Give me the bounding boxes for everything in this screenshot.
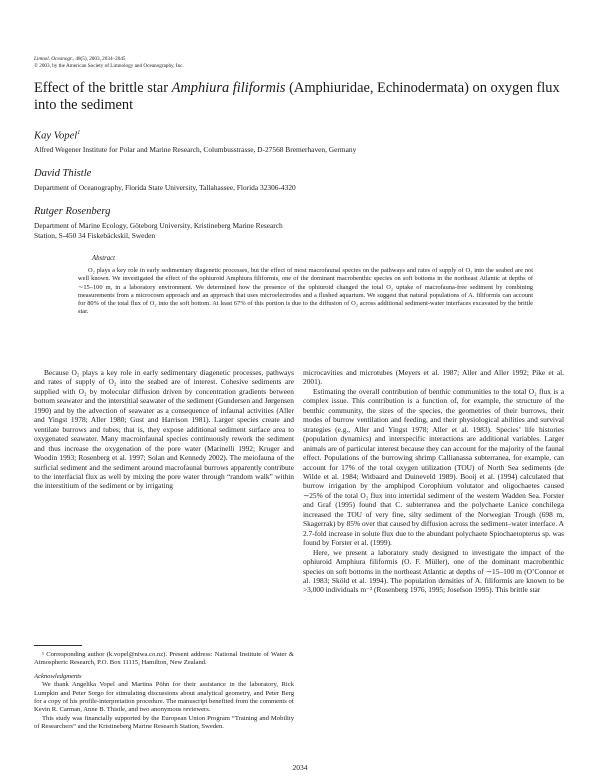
footnote-rule <box>34 645 82 646</box>
title-species: Amphiura filiformis <box>171 80 286 96</box>
copyright-line: © 2003, by the American Society of Limnology and Oceanography, Inc. <box>34 63 184 69</box>
acknowledgments-paragraph: We thank Angelika Vopel and Martina Pöhn for their assistance in the laboratory, Rick Lumpkin and Peter Sorgo for stimulating discussions about analytical geometry, and Peter Berg for a copy of his profile-interpretation procedure. The manuscript benefited from the comments of Kevin R. Carman, Anne B. Thistle, and two anonymous reviewers. <box>34 681 294 714</box>
paper-title <box>34 80 574 114</box>
author-name: Rutger Rosenberg <box>34 206 111 217</box>
body-paragraph: microcavities and microtubes (Meyers et al. 1987; Aller and Aller 1992; Pike et al. 2001). <box>303 368 564 387</box>
author-name: Kay Vopel$^1$ <box>34 130 81 142</box>
journal-citation: , 48(5), 2003, 2034–2045 <box>72 56 126 62</box>
title-part2: (Amphiuridae, Echinodermata) on oxygen flux into the sediment <box>34 80 560 113</box>
corresponding-author-footnote: ¹ Corresponding author (k.vopel@niwa.co.nz). Present address: National Institute of Water & Atmospheric Research, P.O. Box 11115, Hamilton, New Zealand. <box>34 651 294 667</box>
acknowledgments-heading: Acknowledgments <box>34 672 82 680</box>
journal-name: Limnol. Oceanogr. <box>34 56 73 62</box>
footnote-block <box>34 651 294 732</box>
page-number: 2034 <box>292 763 308 772</box>
body-paragraph: Here, we present a laboratory study designed to investigate the impact of the ophiuroid Amphiura filiformis (O. F. Müller), one of the dominant macrobenthic species on soft bottoms in the northeast Atlantic at depths of ∼15–100 m (O’Connor et al. 1983; Sköld et al. 1994). The population densities of A. filiformis are known to be >3,000 individuals m⁻² (Rosenberg 1976, 1995; Josefson 1995). This brittle star <box>303 547 564 595</box>
author-affiliation: Department of Oceanography, Florida State University, Tallahassee, Florida 32306-4320 <box>34 183 296 192</box>
body-paragraph: Because O₂ plays a key role in early sedimentary diagenetic processes, pathways and rates of supply of O₂ into the seabed are of interest. Cohesive sediments are supplied with O₂ by molecular diffusion driven by concentration gradients between bottom seawater and the interstitial seawater of the sediment (Gundersen and Jørgensen 1990) and by the advection of seawater as a consequence of infaunal activities (Aller and Yingst 1978; Aller 1980; Gust and Harrison 1981). Larger species create and ventilate burrows and tubes; that is, they expose additional sediment surface area to oxygenated seawater. Many macroinfaunal species continuously rework the sediment and thus increase the oxygenation of the pore water (Marinelli 1992; Kruger and Woodin 1993; Rosenberg et al. 1997; Solan and Kennedy 2002). The meiofauna of the surficial sediment and the sediment around macrofaunal burrows apparently contribute to the interfacial flux as well by mixing the pore water through “random walk” within the interstitium of the sediment or by irrigating <box>34 368 294 491</box>
title-part1: Effect of the brittle star <box>34 80 172 96</box>
body-column-left <box>34 368 294 491</box>
abstract-text: O₂ plays a key role in early sedimentary diagenetic processes, but the effect of most macrofaunal species on the pathways and rates of supply of O₂ into the seabed are not well known. We investigated the effect of the ophiuroid Amphiura filiformis, one of the dominant macrobenthic species on soft bottoms in the northeast Atlantic at depths of ∼15–100 m, in a laboratory environment. We determined how the presence of the ophiuroid changed the total O₂ uptake of macrofauna-free sediment by combining measurements from a microcosm approach and an approach that uses microelectrodes and a flushed aquarium. We suggest that natural populations of A. filiformis can account for 80% of the total flux of O₂ into the soft bottom. At least 67% of this portion is due to the diffusion of O₂ across additional sediment-water interfaces excavated by the brittle star. <box>78 267 533 316</box>
body-column-right <box>303 368 564 595</box>
abstract-heading: Abstract <box>92 255 116 262</box>
journal-header <box>34 56 184 70</box>
author-affiliation: Department of Marine Ecology, Göteborg University, Kristineberg Marine Research Station, S-450 34 Fiskebäckskil, Sweden <box>34 221 283 240</box>
body-paragraph: Estimating the overall contribution of benthic communities to the total O₂ flux is a complex issue. This contribution is a function of, for example, the structure of the benthic community, the sizes of the species, the geometries of their burrows, their modes of burrow ventilation and feeding, and their physiological abilities and survival strategies (e.g., Aller and Yingst 1978; Aller et al. 1983). Species’ life histories (population dynamics) and interspecific interactions are additional variables. Larger animals are of particular interest because they can account for the majority of the faunal effect. Populations of the burrowing shrimp Callianassa subterranea, for example, can account for 17% of the total oxygen utilization (TOU) of North Sea sediments (de Wilde et al. 1984; Witbaard and Duineveld 1989). Booij et al. (1994) calculated that burrow irrigation by the amphipod Corophium volutator and oligochaetes caused ∼25% of the total O₂ flux into intertidal sediment of the western Wadden Sea. Forster and Graf (1995) found that C. subterranea and the polychaete Lanice conchilega increased the TOU of very fine, silty sediment of the Norwegian Trough (698 m, Skagerrak) by 85% over that caused by diffusion across the sediment–water interface. A 2.7-fold increase in solute flux due to the abundant polychaete Spiochaetopterus sp. was found by Forster et al. (1999). <box>303 386 564 548</box>
author-affiliation: Alfred Wegener Institute for Polar and Marine Research, Columbusstrasse, D-27568 Bremerhaven, Germany <box>34 145 357 154</box>
acknowledgments-paragraph: This study was financially supported by the European Union Program “Training and Mobility of Researchers” and the Kristineberg Marine Research Station, Sweden. <box>34 714 294 731</box>
author-name: David Thistle <box>34 168 92 179</box>
